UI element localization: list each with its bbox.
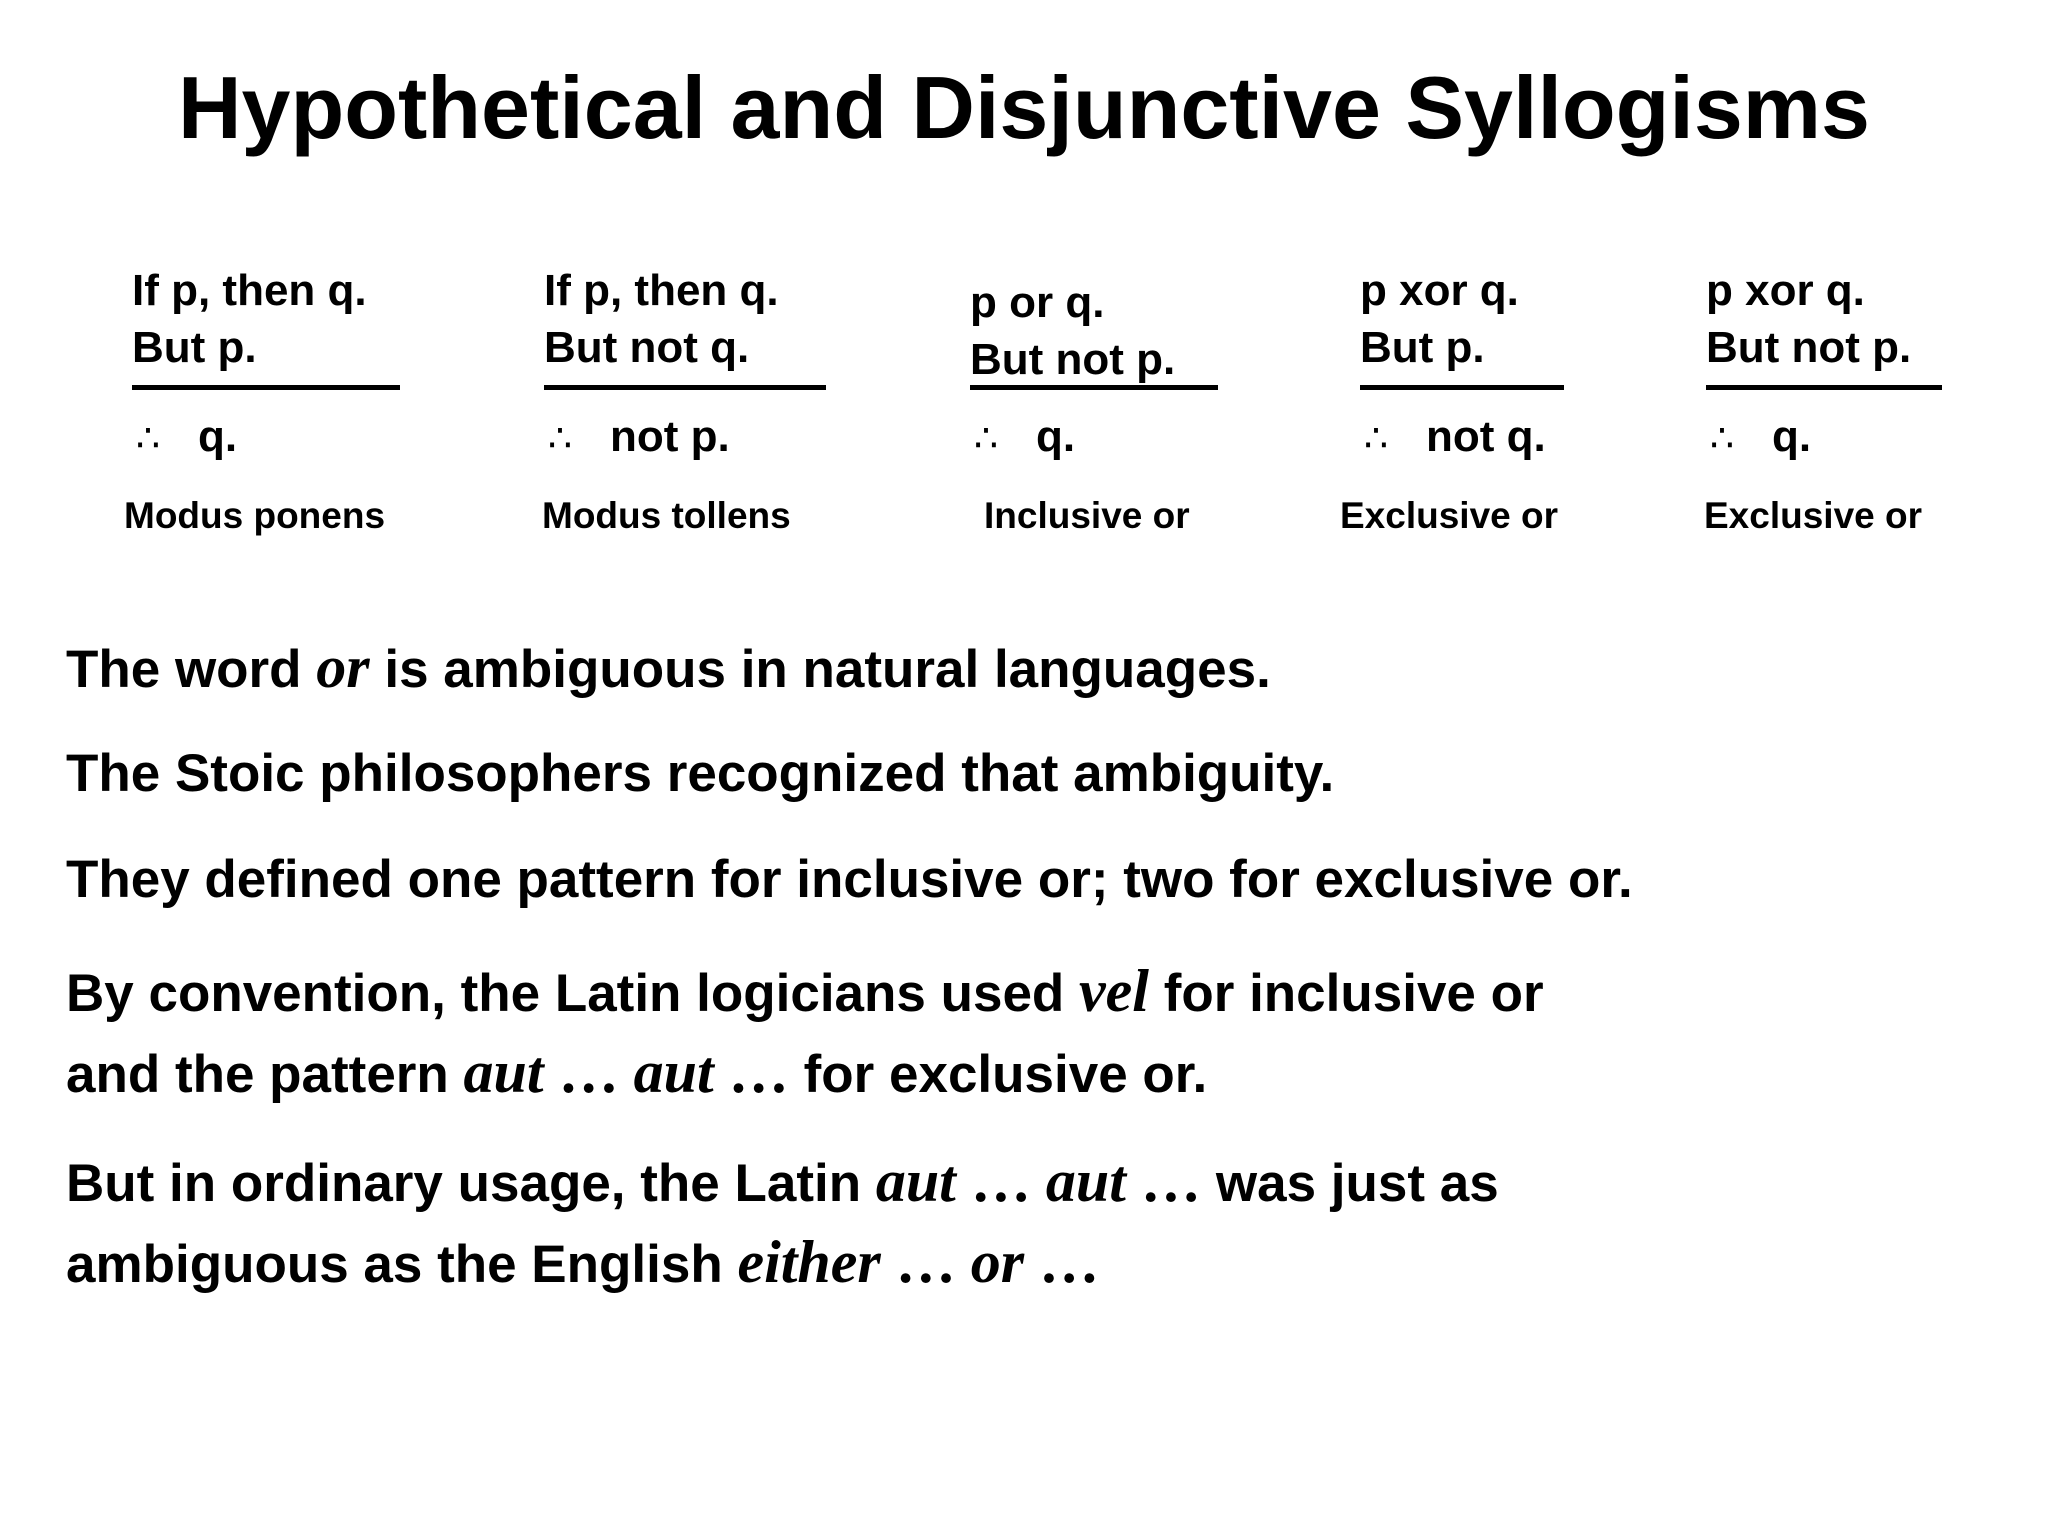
syllogism-inclusive-or — [970, 274, 1218, 536]
premise-1: If p, then q. — [544, 266, 779, 315]
premise-1: If p, then q. — [132, 266, 367, 315]
text-run: for exclusive or. — [803, 1045, 1208, 1104]
ellipsis: … — [880, 1229, 971, 1295]
syllogism-modus-tollens — [542, 262, 826, 536]
italic-term: or — [970, 1229, 1025, 1295]
conclusion-text: q. — [198, 412, 238, 461]
paragraph-patterns — [66, 840, 1633, 919]
syllogism-caption: Exclusive or — [1704, 495, 1923, 536]
italic-term: aut — [463, 1039, 544, 1105]
paragraph-line-1 — [66, 952, 1544, 1033]
italic-term: either — [737, 1229, 881, 1295]
paragraph-line-1 — [66, 1142, 1499, 1223]
inference-line — [132, 385, 400, 390]
ellipsis: … — [955, 1148, 1046, 1214]
syllogism-caption: Modus tollens — [542, 495, 791, 536]
premise-1: p or q. — [970, 278, 1105, 327]
premise-2: But p. — [1360, 323, 1485, 372]
paragraph-ordinary-usage — [66, 1142, 1499, 1304]
therefore-symbol: ∴ — [1364, 416, 1389, 460]
conclusion-text: q. — [1036, 412, 1076, 461]
conclusion — [1364, 408, 1546, 467]
conclusion-text: q. — [1772, 412, 1812, 461]
paragraph-or-ambiguous — [66, 628, 1271, 709]
ellipsis: … — [543, 1039, 634, 1105]
therefore-symbol: ∴ — [548, 416, 573, 460]
syllogism-modus-ponens — [124, 262, 400, 536]
text-run: ambiguous as the English — [66, 1235, 738, 1294]
conclusion — [1710, 408, 1811, 467]
conclusion — [974, 408, 1075, 467]
syllogism-caption: Modus ponens — [124, 495, 386, 536]
paragraph-line-2 — [66, 1223, 1499, 1304]
ellipsis: … — [1024, 1229, 1100, 1295]
text-run: By convention, the Latin logicians used — [66, 964, 1080, 1023]
italic-term: aut — [1045, 1148, 1126, 1214]
paragraph-line-2 — [66, 1033, 1544, 1114]
premise-2: But p. — [132, 323, 257, 372]
syllogism-caption: Inclusive or — [984, 495, 1190, 536]
syllogism-caption: Exclusive or — [1340, 495, 1559, 536]
therefore-symbol: ∴ — [1710, 416, 1735, 460]
inference-line — [1706, 385, 1942, 390]
ellipsis: … — [1125, 1148, 1216, 1214]
premise-2: But not q. — [544, 323, 750, 372]
slide-title: Hypothetical and Disjunctive Syllogisms — [178, 58, 1870, 157]
text-run: and the pattern — [66, 1045, 464, 1104]
syllogism-exclusive-or-2 — [1704, 262, 1942, 536]
inference-line — [544, 385, 826, 390]
text-run: is ambiguous in natural languages. — [369, 640, 1271, 699]
text-run: But in ordinary usage, the Latin — [66, 1154, 876, 1213]
paragraph-latin-convention — [66, 952, 1544, 1114]
italic-term: aut — [633, 1039, 714, 1105]
italic-term: aut — [875, 1148, 956, 1214]
conclusion — [548, 408, 730, 467]
text-run: The word — [66, 640, 317, 699]
therefore-symbol: ∴ — [974, 416, 999, 460]
italic-term: or — [316, 634, 370, 700]
italic-term: vel — [1079, 958, 1149, 1024]
text-run: They defined one pattern for inclusive or; two for exclusive or. — [66, 850, 1633, 909]
inference-line — [1360, 385, 1564, 390]
conclusion — [136, 408, 237, 467]
premise-2: But not p. — [970, 335, 1176, 384]
text-run: for inclusive or — [1148, 964, 1544, 1023]
syllogism-exclusive-or-1 — [1340, 262, 1564, 536]
premise-1: p xor q. — [1360, 266, 1519, 315]
conclusion-text: not p. — [610, 412, 730, 461]
text-run: The Stoic philosophers recognized that ambiguity. — [66, 744, 1335, 803]
ellipsis: … — [713, 1039, 804, 1105]
conclusion-text: not q. — [1426, 412, 1546, 461]
text-run: was just as — [1215, 1154, 1499, 1213]
paragraph-stoic — [66, 734, 1334, 813]
premise-1: p xor q. — [1706, 266, 1865, 315]
premise-2: But not p. — [1706, 323, 1912, 372]
therefore-symbol: ∴ — [136, 416, 161, 460]
